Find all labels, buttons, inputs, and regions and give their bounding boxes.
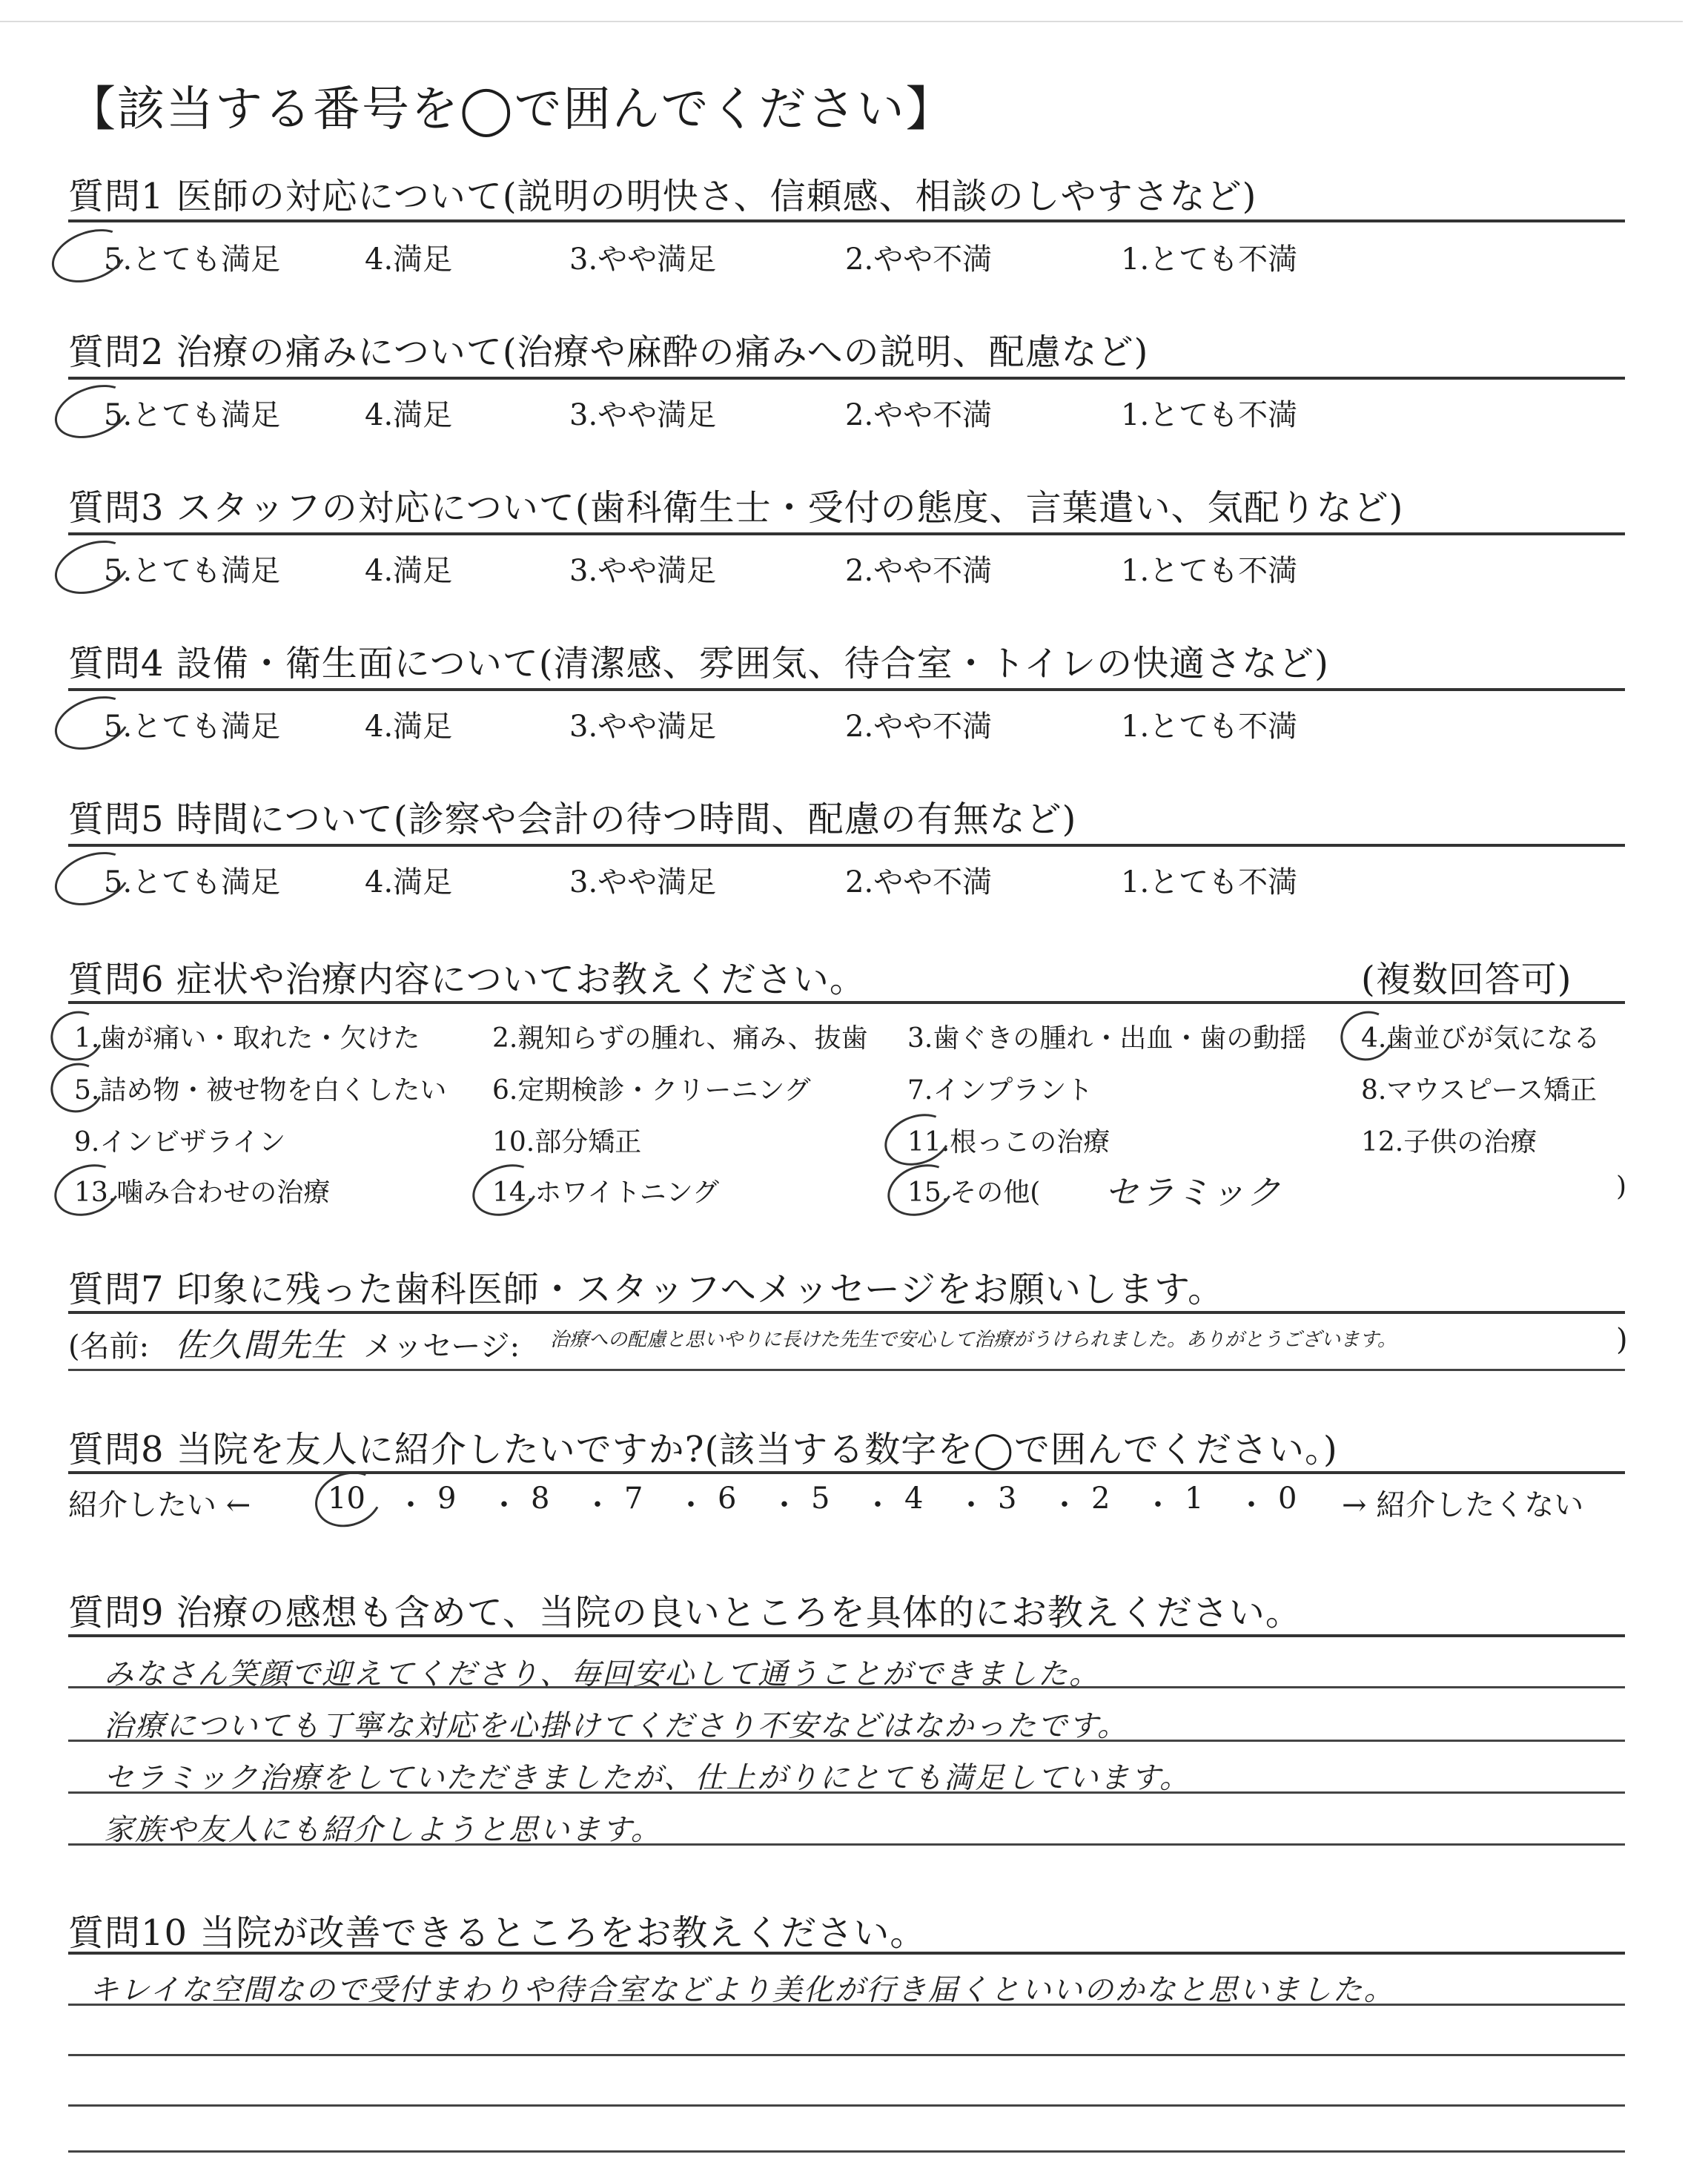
q7-answer-line — [68, 1369, 1625, 1371]
q2-option-3[interactable]: 3.やや満足 — [569, 398, 717, 432]
q4-option-4[interactable]: 4.満足 — [365, 710, 453, 744]
q2-option-2[interactable]: 2.やや不満 — [845, 398, 993, 432]
q8-dot-10: ・ — [1237, 1488, 1266, 1522]
q5-option-3[interactable]: 3.やや満足 — [569, 865, 717, 899]
q8-dot-7: ・ — [956, 1488, 986, 1522]
q3-option-2[interactable]: 2.やや不満 — [845, 554, 993, 588]
q6-item-2[interactable]: 2.親知らずの腫れ、痛み、抜歯 — [492, 1023, 868, 1054]
q2-selected-circle — [47, 375, 138, 448]
question-1-rule — [68, 219, 1625, 222]
q2-option-5[interactable]: 5.とても満足 — [104, 398, 281, 432]
q5-option-1[interactable]: 1.とても不満 — [1121, 865, 1298, 899]
q6-item-11[interactable]: 11.根っこの治療 — [907, 1127, 1110, 1157]
q6-item-14[interactable]: 14.ホワイトニング — [492, 1178, 720, 1208]
q10-ruled-line-1 — [68, 2004, 1625, 2006]
q10-ruled-line-2 — [68, 2054, 1625, 2056]
q7-message-label: メッセージ: — [363, 1330, 520, 1364]
question-5-title: 質問5 時間について(診察や会計の待つ時間、配慮の有無など) — [68, 799, 1077, 840]
q1-selected-circle — [44, 219, 135, 292]
q8-scale-3[interactable]: 3 — [998, 1482, 1017, 1516]
q6-other-handwritten: セラミック — [1105, 1172, 1282, 1212]
q6-item-1[interactable]: 1.歯が痛い・取れた・欠けた — [74, 1023, 420, 1054]
question-10-rule — [68, 1952, 1625, 1955]
q8-scale-8[interactable]: 8 — [531, 1482, 550, 1516]
question-2-rule — [68, 377, 1625, 380]
q2-option-1[interactable]: 1.とても不満 — [1121, 398, 1298, 432]
q4-option-2[interactable]: 2.やや不満 — [845, 710, 993, 744]
q6-selected-circle-15 — [880, 1155, 961, 1224]
q9-ruled-line-4 — [68, 1843, 1625, 1846]
q6-item-3[interactable]: 3.歯ぐきの腫れ・出血・歯の動揺 — [907, 1023, 1307, 1054]
q9-answer-line-3: セラミック治療をしていただきましたが、仕上がりにとても満足しています。 — [104, 1761, 1191, 1795]
q6-selected-circle-4 — [1334, 1004, 1400, 1069]
question-7-rule — [68, 1311, 1625, 1314]
q8-scale-6[interactable]: 6 — [718, 1482, 737, 1516]
q8-right-label: → 紹介したくない — [1342, 1488, 1584, 1522]
q4-selected-circle — [47, 687, 138, 759]
q4-option-3[interactable]: 3.やや満足 — [569, 710, 717, 744]
q9-answer-line-4: 家族や友人にも紹介しようと思います。 — [104, 1813, 662, 1847]
q8-dot-2: ・ — [489, 1488, 519, 1522]
q8-scale-5[interactable]: 5 — [811, 1482, 830, 1516]
q5-option-4[interactable]: 4.満足 — [365, 865, 453, 899]
question-3-title: 質問3 スタッフの対応について(歯科衛生士・受付の態度、言葉遣い、気配りなど) — [68, 487, 1404, 529]
q4-option-1[interactable]: 1.とても不満 — [1121, 710, 1298, 744]
q10-ruled-line-4 — [68, 2150, 1625, 2153]
page-top-edge — [0, 21, 1683, 22]
q6-item-12[interactable]: 12.子供の治療 — [1361, 1127, 1537, 1157]
q6-item-9[interactable]: 9.インビザライン — [74, 1127, 286, 1157]
instruction-heading: 【該当する番号を◯で囲んでください】 — [68, 82, 955, 137]
question-1-title: 質問1 医師の対応について(説明の明快さ、信頼感、相談のしやすさなど) — [68, 176, 1257, 217]
question-5-rule — [68, 844, 1625, 847]
q6-selected-circle-1 — [44, 1004, 110, 1069]
q8-dot-6: ・ — [863, 1488, 893, 1522]
q8-left-label: 紹介したい ← — [68, 1488, 251, 1522]
q5-option-2[interactable]: 2.やや不満 — [845, 865, 993, 899]
question-6-title: 質問6 症状や治療内容についてお教えください。 — [68, 959, 866, 1000]
q9-ruled-line-2 — [68, 1740, 1625, 1742]
question-9-rule — [68, 1634, 1625, 1637]
question-3-rule — [68, 532, 1625, 535]
q6-item-15[interactable]: 15.その他( — [907, 1178, 1041, 1208]
q10-ruled-line-3 — [68, 2104, 1625, 2107]
q8-dot-4: ・ — [676, 1488, 706, 1522]
q8-dot-3: ・ — [583, 1488, 612, 1522]
question-9-title: 質問9 治療の感想も含めて、当院の良いところを具体的にお教えください。 — [68, 1592, 1302, 1634]
q9-ruled-line-1 — [68, 1686, 1625, 1688]
q6-item-5[interactable]: 5.詰め物・被せ物を白くしたい — [74, 1075, 447, 1106]
question-7-title: 質問7 印象に残った歯科医師・スタッフへメッセージをお願いします。 — [68, 1269, 1225, 1310]
q5-selected-circle — [47, 842, 138, 915]
q9-ruled-line-3 — [68, 1791, 1625, 1794]
q1-option-4[interactable]: 4.満足 — [365, 242, 453, 277]
q3-option-4[interactable]: 4.満足 — [365, 554, 453, 588]
q8-scale-10[interactable]: 10 — [328, 1482, 365, 1516]
q9-answer-line-1: みなさん笑顔で迎えてくださり、毎回安心して通うことができました。 — [104, 1657, 1100, 1691]
question-2-title: 質問2 治療の痛みについて(治療や麻酔の痛みへの説明、配慮など) — [68, 331, 1149, 373]
q5-option-5[interactable]: 5.とても満足 — [104, 865, 281, 899]
q6-selected-circle-5 — [44, 1056, 110, 1120]
q3-option-5[interactable]: 5.とても満足 — [104, 554, 281, 588]
q3-selected-circle — [47, 531, 138, 604]
q8-dot-8: ・ — [1050, 1488, 1079, 1522]
q6-item-7[interactable]: 7.インプラント — [907, 1075, 1093, 1106]
q8-dot-1: ・ — [396, 1488, 426, 1522]
q10-answer-line-1: キレイな空間なので受付まわりや待合室などより美化が行き届くといいのかなと思いました。 — [89, 1973, 1395, 2007]
q9-answer-line-2: 治療についても丁寧な対応を心掛けてくださり不安などはなかったです。 — [104, 1709, 1128, 1743]
q1-option-3[interactable]: 3.やや満足 — [569, 242, 717, 277]
q6-item-8[interactable]: 8.マウスピース矯正 — [1361, 1075, 1598, 1106]
question-4-title: 質問4 設備・衛生面について(清潔感、雰囲気、待合室・トイレの快適さなど) — [68, 643, 1329, 684]
q2-option-4[interactable]: 4.満足 — [365, 398, 453, 432]
q6-item-6[interactable]: 6.定期検診・クリーニング — [492, 1075, 811, 1106]
q8-dot-5: ・ — [769, 1488, 799, 1522]
q1-option-1[interactable]: 1.とても不満 — [1121, 242, 1298, 277]
q8-scale-0[interactable]: 0 — [1278, 1482, 1297, 1516]
q6-selected-circle-11 — [877, 1105, 958, 1174]
q6-item-4[interactable]: 4.歯並びが気になる — [1361, 1023, 1601, 1054]
question-8-rule — [68, 1471, 1625, 1474]
q6-item-13[interactable]: 13.噛み合わせの治療 — [74, 1178, 331, 1208]
q7-message-handwritten: 治療への配慮と思いやりに長けた先生で安心して治療がうけられました。ありがとうございます。 — [550, 1329, 1397, 1351]
q3-option-3[interactable]: 3.やや満足 — [569, 554, 717, 588]
q1-option-5[interactable]: 5.とても満足 — [104, 242, 281, 277]
q6-selected-circle-14 — [465, 1155, 546, 1224]
question-10-title: 質問10 当院が改善できるところをお教えください。 — [68, 1912, 927, 1954]
q4-option-5[interactable]: 5.とても満足 — [104, 710, 281, 744]
q8-dot-9: ・ — [1143, 1488, 1173, 1522]
q6-selected-circle-13 — [47, 1155, 128, 1224]
q6-item-10[interactable]: 10.部分矯正 — [492, 1127, 642, 1157]
q7-name-label: (名前: — [68, 1330, 150, 1364]
question-4-rule — [68, 688, 1625, 691]
q8-scale-1[interactable]: 1 — [1185, 1482, 1204, 1516]
q3-option-1[interactable]: 1.とても不満 — [1121, 554, 1298, 588]
q6-other-close-paren: ) — [1616, 1172, 1627, 1202]
q8-scale-2[interactable]: 2 — [1091, 1482, 1110, 1516]
q7-name-handwritten: 佐久間先生 — [175, 1327, 345, 1364]
q1-option-2[interactable]: 2.やや不満 — [845, 242, 993, 277]
question-6-note: (複数回答可) — [1361, 959, 1572, 1000]
q8-scale-4[interactable]: 4 — [904, 1482, 924, 1516]
q8-scale-7[interactable]: 7 — [624, 1482, 643, 1516]
question-6-rule — [68, 1001, 1625, 1004]
q7-close-paren: ) — [1616, 1323, 1628, 1357]
q8-scale-9[interactable]: 9 — [437, 1482, 457, 1516]
question-8-title: 質問8 当院を友人に紹介したいですか?(該当する数字を◯で囲んでください。) — [68, 1429, 1338, 1470]
